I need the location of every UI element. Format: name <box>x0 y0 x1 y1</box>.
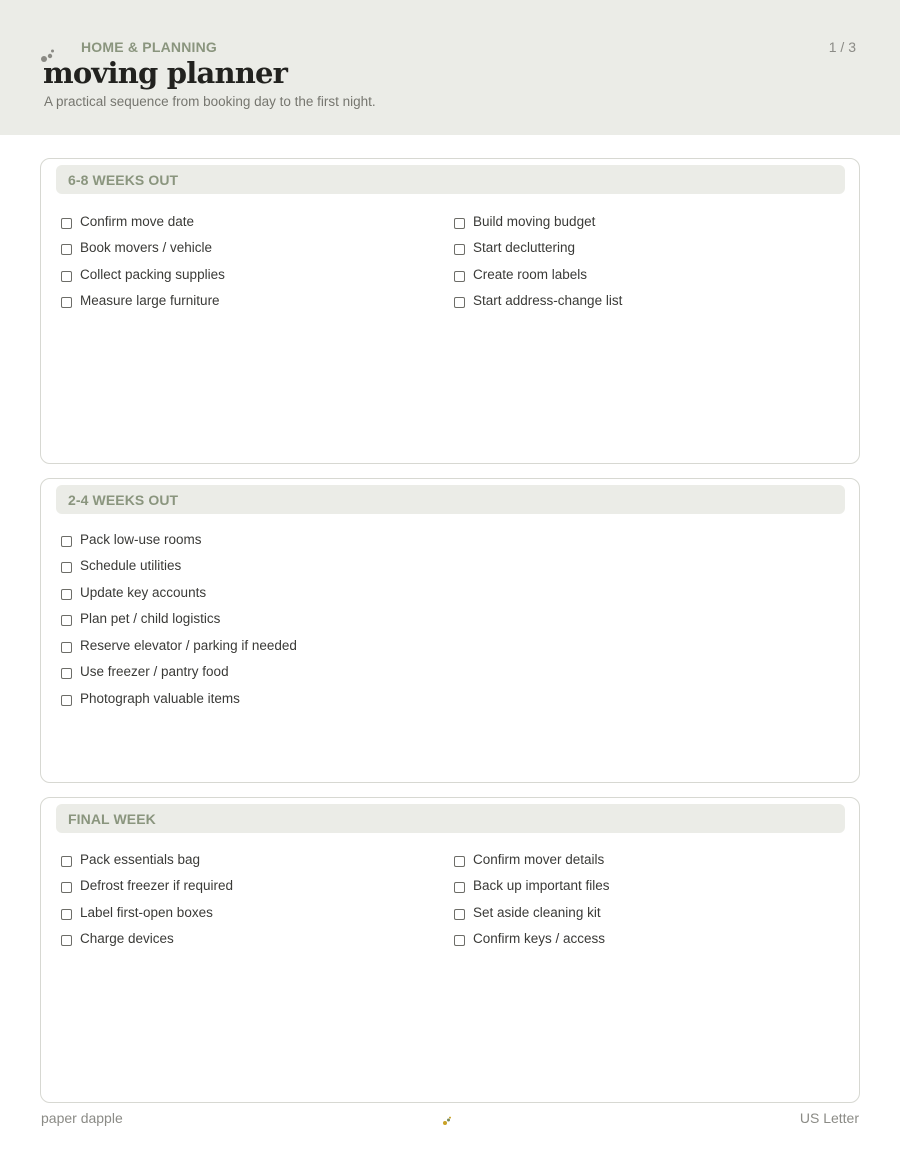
item-label: Pack essentials bag <box>80 851 201 867</box>
section-heading <box>56 804 845 833</box>
item-label: Confirm move date <box>80 213 195 229</box>
section-heading-text: 2-4 WEEKS OUT <box>68 492 179 508</box>
checklist-item[interactable] <box>454 873 847 900</box>
checklist-item[interactable] <box>61 632 851 659</box>
checkbox[interactable] <box>454 244 465 255</box>
item-label: Collect packing supplies <box>80 266 225 282</box>
checklist-item[interactable] <box>61 261 454 288</box>
checkbox[interactable] <box>61 935 72 946</box>
checklist <box>61 208 851 314</box>
item-label: Measure large furniture <box>80 293 220 308</box>
checkbox[interactable] <box>61 536 72 547</box>
checkbox[interactable] <box>61 695 72 706</box>
item-label: Schedule utilities <box>80 558 182 573</box>
item-label: Start address-change list <box>473 293 623 308</box>
checklist <box>61 526 851 712</box>
section-final-week <box>40 797 860 1103</box>
checkbox[interactable] <box>61 297 72 308</box>
checklist-item[interactable] <box>61 873 454 900</box>
item-label: Confirm mover details <box>473 851 605 867</box>
checkbox[interactable] <box>61 856 72 867</box>
footer-paper-size: US Letter <box>799 1110 859 1126</box>
item-label: Plan pet / child logistics <box>80 611 221 626</box>
checklist-item[interactable] <box>454 288 847 315</box>
item-label: Use freezer / pantry food <box>80 664 229 679</box>
section-heading <box>56 165 845 194</box>
page-indicator: 1 / 3 <box>828 39 856 55</box>
checkbox[interactable] <box>454 856 465 867</box>
checklist-item[interactable] <box>61 208 454 235</box>
checkbox[interactable] <box>61 589 72 600</box>
checkbox[interactable] <box>61 909 72 920</box>
checklist-item[interactable] <box>61 846 454 873</box>
checklist-item[interactable] <box>61 926 454 953</box>
checklist-item[interactable] <box>454 846 847 873</box>
checkbox[interactable] <box>61 244 72 255</box>
checkbox[interactable] <box>454 909 465 920</box>
checkbox[interactable] <box>61 882 72 893</box>
checklist-item[interactable] <box>454 208 847 235</box>
page-subtitle: A practical sequence from booking day to the first night. <box>44 94 376 109</box>
item-label: Label first-open boxes <box>80 904 213 920</box>
section-heading <box>56 485 845 514</box>
item-label: Start decluttering <box>473 240 576 255</box>
checklist <box>61 846 851 952</box>
checkbox[interactable] <box>454 297 465 308</box>
checkbox[interactable] <box>61 271 72 282</box>
checkbox[interactable] <box>61 642 72 653</box>
section-heading-text: 6-8 WEEKS OUT <box>68 172 179 188</box>
checkbox[interactable] <box>454 271 465 282</box>
item-label: Confirm keys / access <box>473 931 606 946</box>
page-title: moving planner <box>43 56 288 90</box>
category-label: HOME & PLANNING <box>81 39 217 55</box>
brand-mark-icon <box>442 1116 452 1126</box>
checkbox[interactable] <box>454 882 465 893</box>
page-header <box>0 0 900 135</box>
checklist-item[interactable] <box>61 659 851 686</box>
item-label: Back up important files <box>473 878 610 893</box>
checklist-item[interactable] <box>61 235 454 262</box>
section-heading-text: FINAL WEEK <box>68 811 156 827</box>
item-label: Update key accounts <box>80 584 207 600</box>
item-label: Charge devices <box>80 931 174 946</box>
footer-brand: paper dapple <box>41 1110 123 1126</box>
item-label: Set aside cleaning kit <box>473 904 601 920</box>
checkbox[interactable] <box>61 218 72 229</box>
checkbox[interactable] <box>61 615 72 626</box>
item-label: Create room labels <box>473 266 588 282</box>
checklist-item[interactable] <box>61 579 851 606</box>
checklist-item[interactable] <box>454 926 847 953</box>
checklist-item[interactable] <box>61 606 851 633</box>
item-label: Reserve elevator / parking if needed <box>80 637 297 653</box>
checkbox[interactable] <box>454 935 465 946</box>
checklist-item[interactable] <box>61 899 454 926</box>
checklist-item[interactable] <box>454 899 847 926</box>
checklist-item[interactable] <box>61 288 454 315</box>
checkbox[interactable] <box>61 668 72 679</box>
item-label: Build moving budget <box>473 213 596 229</box>
item-label: Book movers / vehicle <box>80 240 213 255</box>
checklist-item[interactable] <box>61 526 851 553</box>
item-label: Pack low-use rooms <box>80 531 202 547</box>
section-2-4-weeks <box>40 478 860 783</box>
item-label: Photograph valuable items <box>80 690 240 706</box>
checkbox[interactable] <box>454 218 465 229</box>
section-6-8-weeks <box>40 158 860 464</box>
checklist-item[interactable] <box>454 235 847 262</box>
checklist-item[interactable] <box>61 553 851 580</box>
checklist-item[interactable] <box>61 685 851 712</box>
checklist-item[interactable] <box>454 261 847 288</box>
checkbox[interactable] <box>61 562 72 573</box>
item-label: Defrost freezer if required <box>80 878 234 893</box>
